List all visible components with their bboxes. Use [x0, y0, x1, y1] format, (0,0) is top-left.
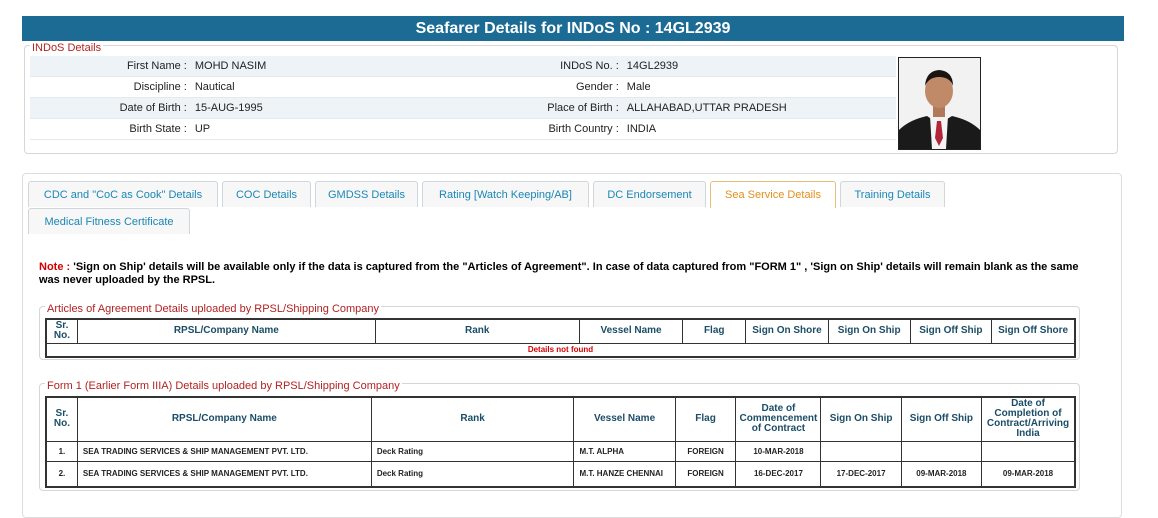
note-label: Note :	[39, 261, 71, 273]
discipline-label: Discipline :	[30, 77, 191, 98]
details-row	[30, 77, 896, 98]
details-row	[30, 56, 896, 77]
cell-rank: Deck Rating	[371, 461, 574, 487]
indos-no-label: INDoS No. :	[462, 56, 623, 77]
cell-commencement-date: 16-DEC-2017	[736, 461, 821, 487]
person-photo-icon	[899, 58, 980, 149]
note-text: 'Sign on Ship' details will be available only if the data is captured from the "Articles of Agreement". In case of data captured from "FORM 1" , 'Sign on Ship' details will remain blank as the same was never uploaded by the RPSL.	[39, 261, 1079, 286]
col-company-name: RPSL/Company Name	[77, 397, 371, 441]
seafarer-photo	[898, 57, 981, 150]
table-row	[46, 441, 1075, 461]
col-vessel-name: Vessel Name	[574, 397, 675, 441]
col-rank: Rank	[375, 319, 579, 343]
gender-label: Gender :	[462, 77, 623, 98]
col-company-name: RPSL/Company Name	[77, 319, 375, 343]
col-completion-date: Date of Completion of Contract/Arriving India	[982, 397, 1075, 441]
tab-rating-watch-keeping[interactable]: Rating [Watch Keeping/AB]	[422, 181, 589, 207]
articles-legend: Articles of Agreement Details uploaded by RPSL/Shipping Company	[47, 303, 380, 315]
table-row	[46, 343, 1075, 357]
first-name-label: First Name :	[30, 56, 191, 77]
col-flag: Flag	[683, 319, 746, 343]
birth-country-value: INDIA	[623, 119, 896, 140]
col-sign-off-shore: Sign Off Shore	[992, 319, 1075, 343]
cell-company-name: SEA TRADING SERVICES & SHIP MANAGEMENT PVT. LTD.	[77, 441, 371, 461]
cell-company-name: SEA TRADING SERVICES & SHIP MANAGEMENT PVT. LTD.	[77, 461, 371, 487]
col-rank: Rank	[371, 397, 574, 441]
col-sign-on-ship: Sign On Ship	[821, 397, 901, 441]
cell-sr-no: 2.	[46, 461, 77, 487]
tab-coc-details[interactable]: COC Details	[222, 181, 311, 207]
tab-medical-fitness[interactable]: Medical Fitness Certificate	[28, 208, 190, 234]
dob-value: 15-AUG-1995	[191, 98, 462, 119]
tab-dc-endorsement[interactable]: DC Endorsement	[593, 181, 706, 207]
sign-on-note	[39, 261, 1099, 287]
birth-country-label: Birth Country :	[462, 119, 623, 140]
cell-sign-on-ship	[821, 441, 901, 461]
details-row	[30, 98, 896, 119]
indos-details-legend: INDoS Details	[32, 42, 102, 54]
cell-completion-date	[982, 441, 1075, 461]
place-of-birth-label: Place of Birth :	[462, 98, 623, 119]
discipline-value: Nautical	[191, 77, 462, 98]
cell-flag: FOREIGN	[675, 441, 736, 461]
birth-state-value: UP	[191, 119, 462, 140]
cell-sr-no: 1.	[46, 441, 77, 461]
col-vessel-name: Vessel Name	[579, 319, 683, 343]
birth-state-label: Birth State :	[30, 119, 191, 140]
col-flag: Flag	[675, 397, 736, 441]
col-sign-on-ship: Sign On Ship	[828, 319, 910, 343]
table-header-row	[46, 397, 1075, 441]
indos-no-value: 14GL2939	[623, 56, 896, 77]
cell-completion-date: 09-MAR-2018	[982, 461, 1075, 487]
table-header-row	[46, 319, 1075, 343]
form1-table	[45, 396, 1076, 488]
cell-sign-on-ship: 17-DEC-2017	[821, 461, 901, 487]
tab-cdc-coc-cook[interactable]: CDC and "CoC as Cook" Details	[28, 181, 218, 207]
dob-label: Date of Birth :	[30, 98, 191, 119]
place-of-birth-value: ALLAHABAD,UTTAR PRADESH	[623, 98, 896, 119]
first-name-value: MOHD NASIM	[191, 56, 462, 77]
cell-vessel-name: M.T. ALPHA	[574, 441, 675, 461]
col-sign-off-ship: Sign Off Ship	[901, 397, 981, 441]
cell-vessel-name: M.T. HANZE CHENNAI	[574, 461, 675, 487]
form1-legend: Form 1 (Earlier Form IIIA) Details uploaded by RPSL/Shipping Company	[47, 380, 400, 392]
gender-value: Male	[623, 77, 896, 98]
cell-commencement-date: 10-MAR-2018	[736, 441, 821, 461]
tab-gmdss-details[interactable]: GMDSS Details	[315, 181, 418, 207]
details-row	[30, 119, 896, 140]
tab-sea-service-details[interactable]: Sea Service Details	[710, 181, 836, 208]
tab-training-details[interactable]: Training Details	[840, 181, 945, 207]
col-sign-on-shore: Sign On Shore	[746, 319, 829, 343]
col-sign-off-ship: Sign Off Ship	[910, 319, 992, 343]
cell-flag: FOREIGN	[675, 461, 736, 487]
col-commencement-date: Date of Commencement of Contract	[736, 397, 821, 441]
cell-rank: Deck Rating	[371, 441, 574, 461]
details-not-found: Details not found	[46, 343, 1075, 357]
col-sr-no: Sr. No.	[46, 319, 77, 343]
indos-details-table	[30, 56, 896, 140]
articles-table	[45, 318, 1076, 358]
table-row	[46, 461, 1075, 487]
col-sr-no: Sr. No.	[46, 397, 77, 441]
cell-sign-off-ship	[901, 441, 981, 461]
cell-sign-off-ship: 09-MAR-2018	[901, 461, 981, 487]
page-title: Seafarer Details for INDoS No : 14GL2939	[22, 16, 1124, 41]
